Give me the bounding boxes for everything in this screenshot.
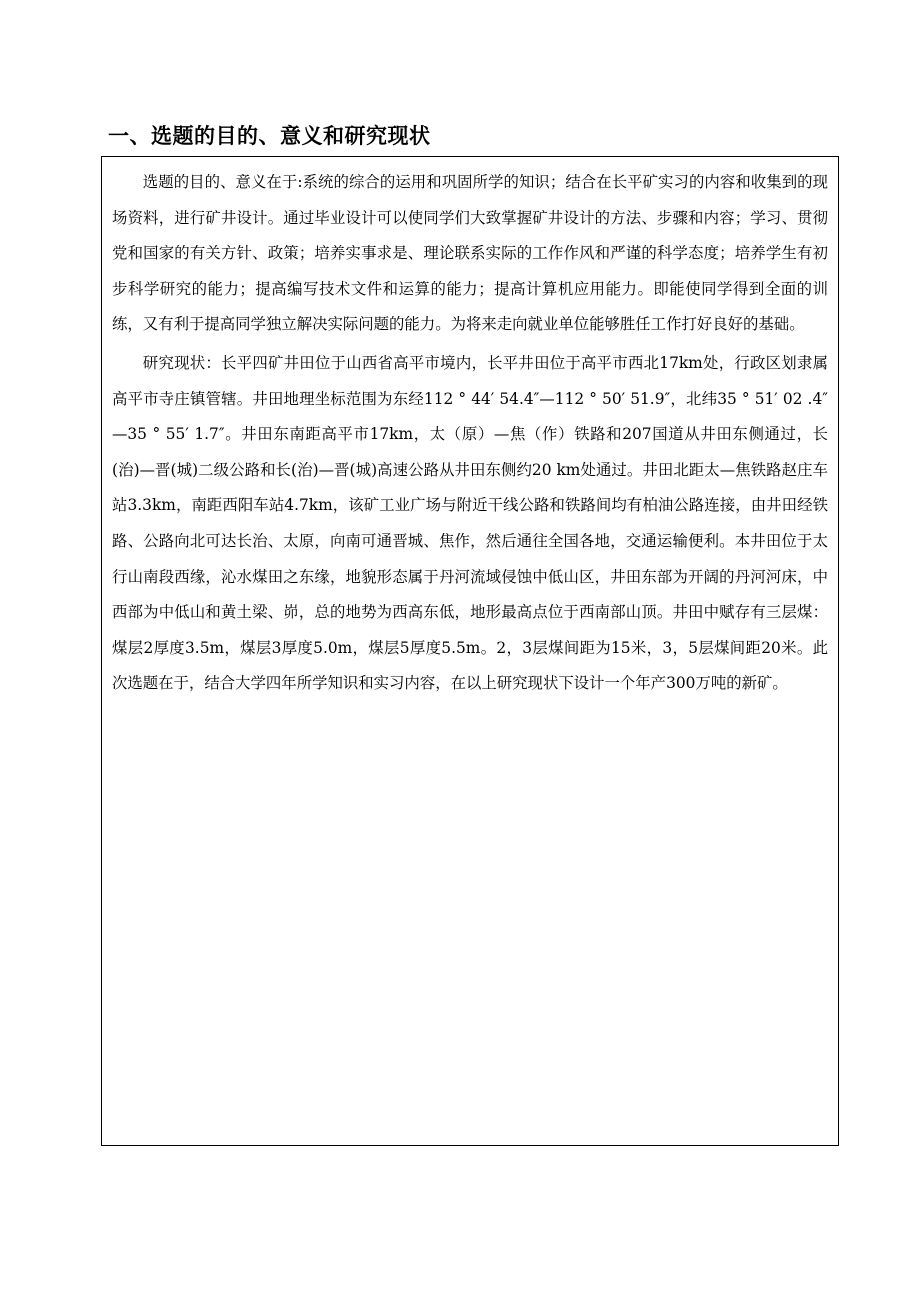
- content-box: [101, 156, 839, 1146]
- section-heading: 一、选题的目的、意义和研究现状: [108, 124, 431, 148]
- content-body: [102, 157, 838, 702]
- paragraph-purpose: 选题的目的、意义在于:系统的综合的运用和巩固所学的知识；结合在长平矿实习的内容和收集到的现场资料，进行矿井设计。通过毕业设计可以使同学们大致掌握矿井设计的方法、步骤和内容；学习、贯彻党和国家的有关方针、政策；培养实事求是、理论联系实际的工作作风和严谨的科学态度；培养学生有初步科学研究的能力；提高编写技术文件和运算的能力；提高计算机应用能力。即能使同学得到全面的训练，又有利于提高同学独立解决实际问题的能力。为将来走向就业单位能够胜任工作打好良好的基础。: [112, 173, 828, 334]
- paragraph-research-status: 研究现状：长平四矿井田位于山西省高平市境内，长平井田位于高平市西北17km处，行政区划隶属高平市寺庄镇管辖。井田地理坐标范围为东经112 ° 44′ 54.4″—112 ° 50′ 51.9″，北纬35 ° 51′ 02 .4″—35 ° 55′ 1.7″。井田东南距高平市17km，太（原）—焦（作）铁路和207国道从井田东侧通过，长(治)—晋(城)二级公路和长(治)—晋(城)高速公路从井田东侧约20 km处通过。井田北距太—焦铁路赵庄车站3.3km，南距西阳车站4.7km，该矿工业广场与附近干线公路和铁路间均有柏油公路连接，由井田经铁路、公路向北可达长治、太原，向南可通晋城、焦作，然后通往全国各地，交通运输便利。本井田位于太行山南段西缘，沁水煤田之东缘，地貌形态属于丹河流域侵蚀中低山区，井田东部为开阔的丹河河床，中西部为中低山和黄土梁、峁，总的地势为西高东低，地形最高点位于西南部山顶。井田中赋存有三层煤：煤层2厚度3.5m，煤层3厚度5.0m，煤层5厚度5.5m。2，3层煤间距为15米，3，5层煤间距20米。此次选题在于，结合大学四年所学知识和实习内容，在以上研究现状下设计一个年产300万吨的新矿。: [112, 353, 828, 693]
